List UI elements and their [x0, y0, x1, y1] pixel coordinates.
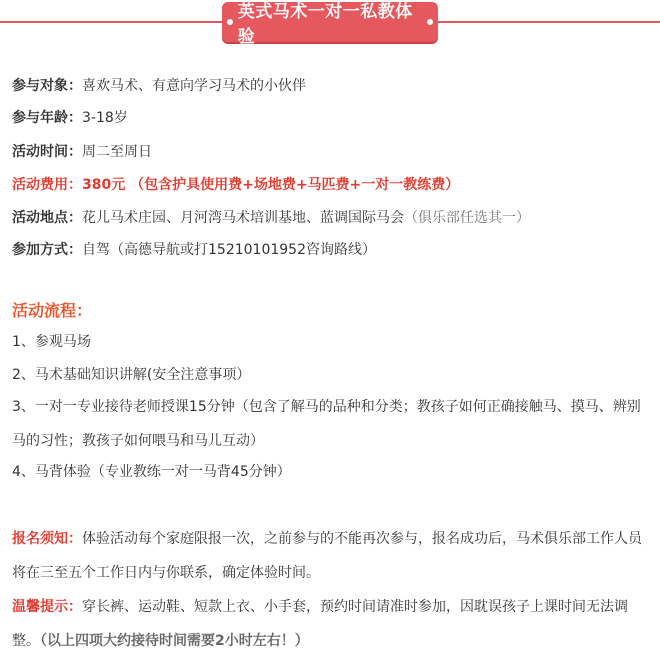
info-label: 参与年龄： [12, 110, 82, 126]
page-title: 英式马术一对一私教体验 [237, 2, 413, 47]
info-value: 花儿马术庄园、月河湾马术培训基地、蓝调国际马会 [82, 210, 404, 226]
flow-step: 4、马背体验（专业教练一对一马背45分钟） [12, 464, 291, 480]
info-value: 3-18岁 [82, 110, 128, 126]
tips-note: （以上四项大约接待时间需要2小时左右！） [40, 633, 309, 649]
info-value: 自驾（高德导航或打15210101952咨询路线） [82, 242, 376, 258]
info-row-time [12, 142, 152, 162]
registration-notice [12, 522, 652, 590]
flow-step: 2、马术基础知识讲解(安全注意事项） [12, 367, 251, 383]
warm-tips [12, 590, 652, 658]
info-extra: （俱乐部任选其一） [404, 210, 530, 226]
info-row-location [12, 208, 530, 228]
tips-label: 温馨提示： [12, 599, 82, 615]
info-label: 活动时间： [12, 144, 82, 160]
banner-dot-right [427, 19, 433, 25]
section-title-flow: 活动流程： [12, 301, 93, 320]
info-value: 周二至周日 [82, 144, 152, 160]
notice-text: 体验活动每个家庭限报一次，之前参与的不能再次参与，报名成功后，马术俱乐部工作人员将在三至五个工作日内与你联系，确定体验时间。 [12, 531, 642, 581]
info-label: 参加方式： [12, 242, 82, 258]
info-row-method [12, 240, 376, 260]
info-label: 活动地点： [12, 210, 82, 226]
info-row-fee [12, 175, 459, 195]
flow-step: 3、一对一专业接待老师授课15分钟（包含了解马的品种和分类；教孩子如何正确接触马、摸马、辨别马的习性；教孩子如何喂马和马儿互动） [12, 399, 641, 449]
banner-title-box [222, 2, 438, 47]
info-value: 喜欢马术、有意向学习马术的小伙伴 [82, 78, 306, 94]
banner-dot-left [227, 19, 233, 25]
info-label: 活动费用： [12, 177, 82, 193]
header-banner [0, 0, 660, 46]
tips-text: 穿长裤、运动鞋、短款上衣、小手套，预约时间请准时参加，因耽误孩子上课时间无法调整。 [12, 599, 628, 649]
fee-value: 380元 （包含护具使用费+场地费+马匹费+一对一教练费） [82, 177, 460, 193]
info-row-audience [12, 76, 306, 96]
banner-divider-right [438, 21, 660, 23]
flow-step: 1、参观马场 [12, 334, 91, 350]
info-row-age [12, 108, 128, 128]
banner-divider-left [0, 21, 222, 23]
info-label: 参与对象： [12, 78, 82, 94]
notice-label: 报名须知： [12, 531, 82, 547]
